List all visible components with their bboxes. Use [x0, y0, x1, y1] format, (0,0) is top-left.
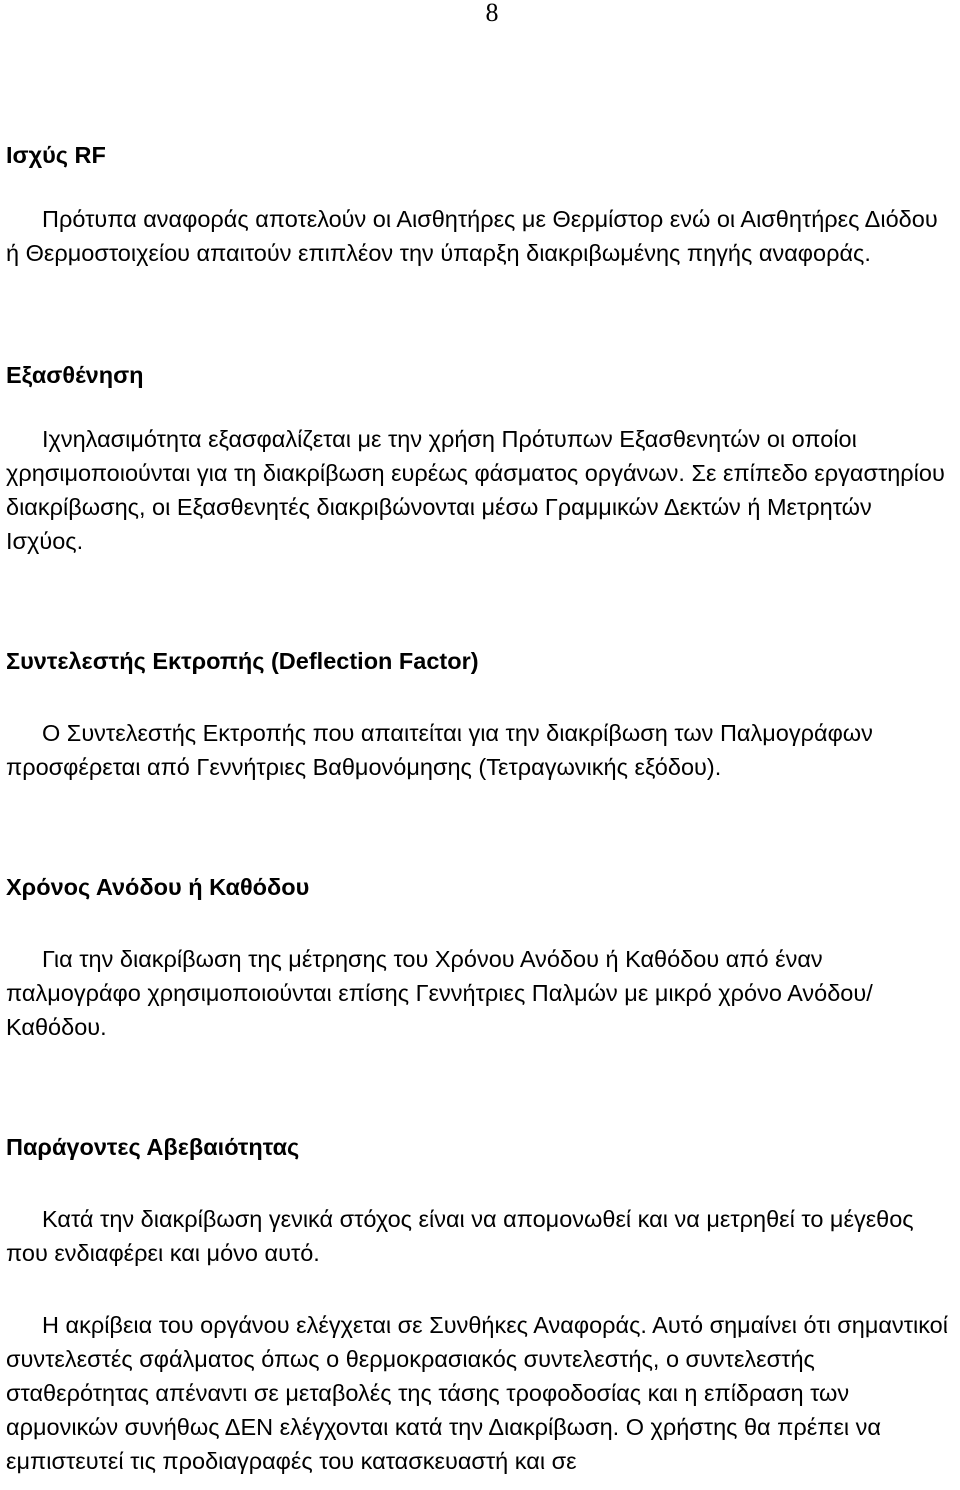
- section-heading: Συντελεστής Εκτροπής (Deflection Factor): [6, 648, 479, 674]
- section-paragraph: Ο Συντελεστής Εκτροπής που απαιτείται για την διακρίβωση των Παλμογράφων προσφέρεται από Γεννήτριες Βαθμονόμησης (Τετραγωνικής εξόδου).: [6, 720, 873, 780]
- section-paragraph: Για την διακρίβωση της μέτρησης του Χρόνου Ανόδου ή Καθόδου από έναν παλμογράφο χρησιμοποιούνται επίσης Γεννήτριες Παλμών με μικρό χρόνο Ανόδου/Καθόδου.: [6, 946, 873, 1040]
- section-paragraph: Κατά την διακρίβωση γενικά στόχος είναι να απομονωθεί και να μετρηθεί το μέγεθος που ενδιαφέρει και μόνο αυτό.: [6, 1206, 914, 1266]
- section-rf-power: [6, 138, 954, 270]
- section-uncertainty-factors: [6, 1130, 954, 1478]
- document-body: [6, 138, 954, 1478]
- section-heading: Χρόνος Ανόδου ή Καθόδου: [6, 874, 310, 900]
- section-heading: Παράγοντες Αβεβαιότητας: [6, 1134, 300, 1160]
- section-heading: Εξασθένηση: [6, 362, 144, 388]
- section-paragraph: Πρότυπα αναφοράς αποτελούν οι Αισθητήρες με Θερμίστορ ενώ οι Αισθητήρες Διόδου ή Θερμοστοιχείου απαιτούν επιπλέον την ύπαρξη διακριβωμένης πηγής αναφοράς.: [6, 206, 938, 266]
- section-heading: Ισχύς RF: [6, 142, 106, 168]
- page-number: 8: [485, 0, 499, 27]
- section-paragraph: Η ακρίβεια του οργάνου ελέγχεται σε Συνθήκες Αναφοράς. Αυτό σημαίνει ότι σημαντικοί συντελεστές σφάλματος όπως ο θερμοκρασιακός συντελεστής, ο συντελεστής σταθερότητας απέναντι σε μεταβολές της τάσης τροφοδοσίας και η επίδραση των αρμονικών συνήθως ΔΕΝ ελέγχονται κατά την Διακρίβωση. Ο χρήστης θα πρέπει να εμπιστευτεί τις προδιαγραφές του κατασκευαστή και σε: [6, 1312, 948, 1474]
- section-rise-fall-time: [6, 870, 954, 1044]
- section-deflection-factor: [6, 644, 954, 784]
- section-attenuation: [6, 358, 954, 558]
- section-paragraph: Ιχνηλασιμότητα εξασφαλίζεται με την χρήση Πρότυπων Εξασθενητών οι οποίοι χρησιμοποιούνται για τη διακρίβωση ευρέως φάσματος οργάνων. Σε επίπεδο εργαστηρίου διακρίβωσης, οι Εξασθενητές διακριβώνονται μέσω Γραμμικών Δεκτών ή Μετρητών Ισχύος.: [6, 426, 945, 554]
